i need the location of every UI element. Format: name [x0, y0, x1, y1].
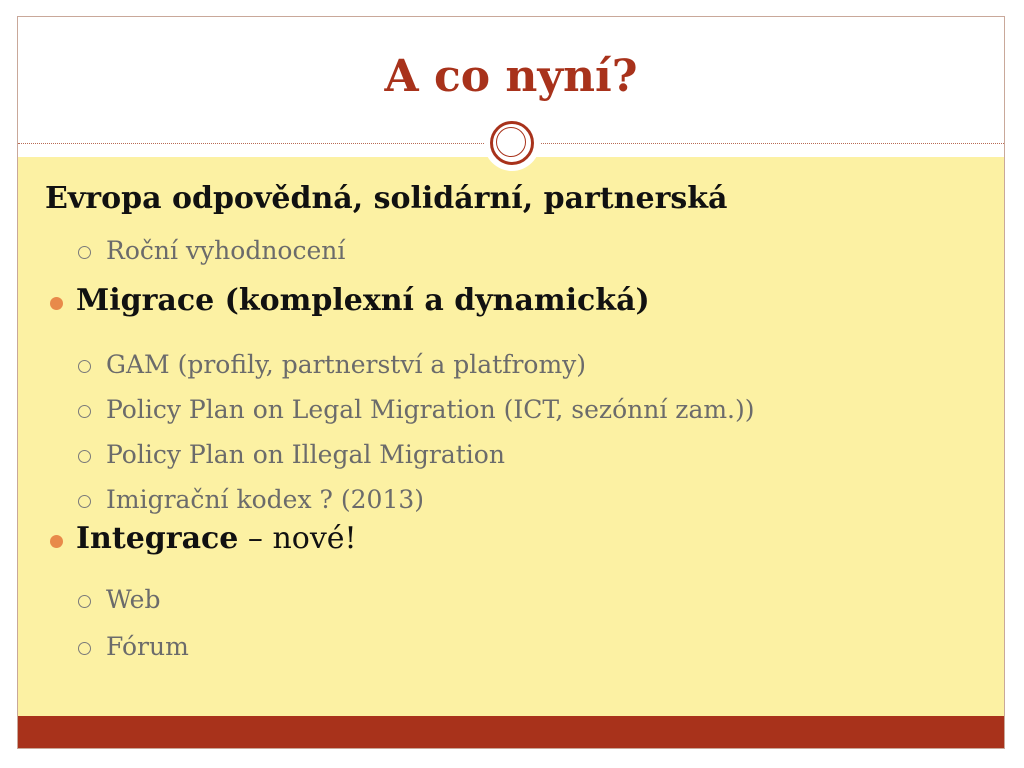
bullet-text: Roční vyhodnocení	[106, 236, 346, 265]
ring-bullet-icon	[78, 495, 91, 508]
footer-band	[18, 716, 1004, 749]
bullet-text-normal: – nové!	[238, 521, 357, 556]
list-item	[45, 181, 1005, 216]
bullet-text: Imigrační kodex ? (2013)	[106, 485, 425, 514]
bullet-text: Policy Plan on Illegal Migration	[106, 440, 505, 469]
dot-bullet-icon	[50, 535, 63, 548]
dot-bullet-icon	[50, 297, 63, 310]
bullet-text: Policy Plan on Legal Migration (ICT, sezónní zam.))	[106, 395, 755, 424]
ornament-ring	[490, 121, 534, 165]
bullet-text: Migrace (komplexní a dynamická)	[76, 283, 650, 318]
content-area	[18, 157, 1004, 716]
bullet-text: Evropa odpovědná, solidární, partnerská	[45, 181, 728, 216]
slide-title: A co nyní?	[384, 51, 638, 102]
bullet-text	[76, 521, 357, 556]
bullet-text: Web	[106, 585, 161, 614]
slide	[17, 16, 1005, 749]
bullet-text: Fórum	[106, 632, 189, 661]
ring-bullet-icon	[78, 642, 91, 655]
bullet-text-bold: Integrace	[76, 521, 239, 556]
ring-bullet-icon	[78, 246, 91, 259]
divider-ornament-icon	[484, 115, 540, 171]
ring-bullet-icon	[78, 360, 91, 373]
ring-bullet-icon	[78, 405, 91, 418]
ring-bullet-icon	[78, 450, 91, 463]
bullet-text: GAM (profily, partnerství a platfromy)	[106, 350, 587, 379]
ring-bullet-icon	[78, 595, 91, 608]
